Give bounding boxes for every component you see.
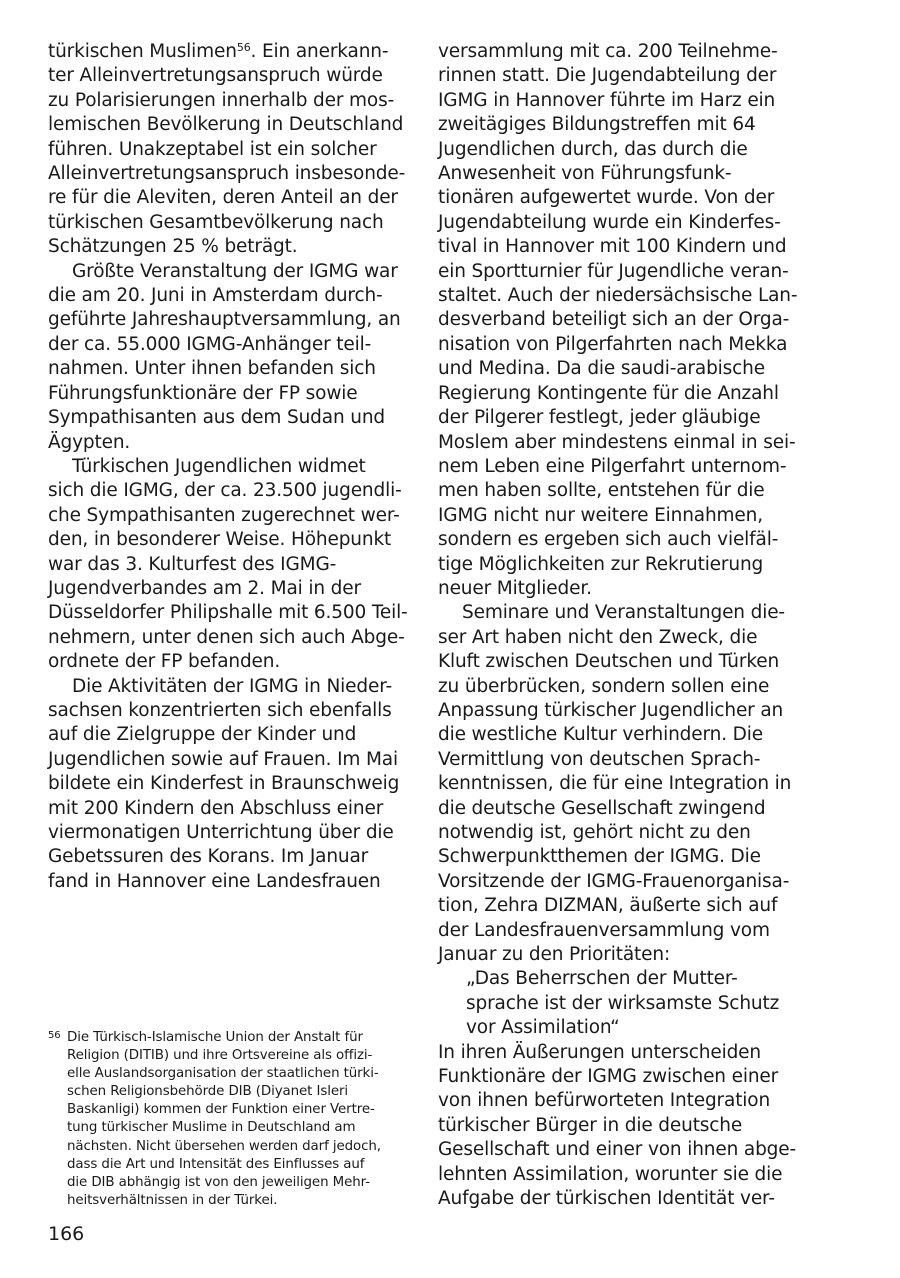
quote-line: vor Assimilation“ <box>466 1017 620 1039</box>
page-number: 166 <box>48 1223 85 1245</box>
text-line: staltet. Auch der niedersächsische Lan- <box>438 285 798 307</box>
text-line: türkischer Bürger in die deutsche <box>438 1114 743 1136</box>
text-line: ter Alleinvertretungsanspruch würde <box>48 65 383 87</box>
text-line: Regierung Kontingente für die Anzahl <box>438 382 779 404</box>
text-line: Jugendabteilung wurde ein Kinderfes- <box>438 211 781 233</box>
text-line: IGMG in Hannover führte im Harz ein <box>438 89 776 111</box>
text-line: desverband beteiligt sich an der Orga- <box>438 309 790 331</box>
text-line: nehmern, unter denen sich auch Abge- <box>48 626 405 648</box>
text-line: Seminare und Veranstaltungen die- <box>462 602 785 624</box>
text-line: führen. Unakzeptabel ist ein solcher <box>48 138 377 160</box>
text-line: Die Aktivitäten der IGMG in Nieder- <box>72 675 392 697</box>
text-line: Sympathisanten aus dem Sudan und <box>48 407 386 429</box>
text-line: geführte Jahreshauptversammlung, an <box>48 309 401 331</box>
text-line: nahmen. Unter ihnen befanden sich <box>48 358 376 380</box>
text-line: re für die Aleviten, deren Anteil an der <box>48 187 398 209</box>
text-line: zweitägiges Bildungstreffen mit 64 <box>438 114 756 136</box>
text-line: tionären aufgewertet wurde. Von der <box>438 187 775 209</box>
text-line: Kluft zwischen Deutschen und Türken <box>438 651 780 673</box>
text-line: die westliche Kultur verhindern. Die <box>438 724 763 746</box>
footnote-line: heitsverhältnissen in der Türkei. <box>67 1192 278 1208</box>
text-line: Aufgabe der türkischen Identität ver- <box>438 1188 775 1210</box>
text-line: Moslem aber mindestens einmal in sei- <box>438 431 796 453</box>
text-line: notwendig ist, gehört nicht zu den <box>438 822 751 843</box>
footnote-line: nächsten. Nicht übersehen werden darf jedoch, <box>67 1138 381 1154</box>
text-line: den, in besonderer Weise. Höhepunkt <box>48 529 392 551</box>
text-line: lehnten Assimilation, worunter sie die <box>438 1163 783 1185</box>
text-line: Türkischen Jugendlichen widmet <box>72 455 366 477</box>
text-line: Gebetssuren des Korans. Im Januar <box>48 846 369 868</box>
footnote-line: die DIB abhängig ist von den jeweiligen Mehr- <box>67 1174 370 1190</box>
text-line: lemischen Bevölkerung in Deutschland <box>48 114 404 136</box>
text-line: rinnen statt. Die Jugendabteilung der <box>438 65 777 87</box>
footnote-line: tung türkischer Muslime in Deutschland am <box>67 1120 356 1136</box>
text-line: men haben sollte, entstehen für die <box>438 480 765 502</box>
quote-line: sprache ist der wirksamste Schutz <box>466 992 780 1014</box>
text-line: und Medina. Da die saudi-arabische <box>438 358 765 380</box>
text-line: versammlung mit ca. 200 Teilnehme- <box>438 41 778 62</box>
footnote-line: 56 Die Türkisch-Islamische Union der Anstalt für <box>48 1027 418 1047</box>
text-line: Funktionäre der IGMG zwischen einer <box>438 1066 779 1088</box>
text-line: auf die Zielgruppe der Kinder und <box>48 724 357 746</box>
footnote-marker: 56 <box>48 1030 61 1041</box>
text-line: Januar zu den Prioritäten: <box>438 944 671 966</box>
text-line: tival in Hannover mit 100 Kindern und <box>438 236 787 258</box>
text-line: zu Polarisierungen innerhalb der mos- <box>48 89 395 111</box>
text-line: Gesellschaft und einer von ihnen abge- <box>438 1139 797 1161</box>
text-line: der Landesfrauenversammlung vom <box>438 919 770 941</box>
text-line: der ca. 55.000 IGMG-Anhänger teil- <box>48 333 372 355</box>
text-line: war das 3. Kulturfest des IGMG- <box>48 553 337 575</box>
text-line: ordnete der FP befanden. <box>48 651 281 673</box>
text-line: Vorsitzende der IGMG-Frauenorganisa- <box>438 870 790 892</box>
left-text-column <box>48 40 408 894</box>
footnote-reference: 56 <box>236 41 251 54</box>
text-line: ser Art haben nicht den Zweck, die <box>438 626 758 648</box>
text-line: kenntnissen, die für eine Integration in <box>438 773 792 795</box>
text-line: bildete ein Kinderfest in Braunschweig <box>48 773 400 795</box>
text-line: nem Leben eine Pilgerfahrt unternom- <box>438 455 787 477</box>
text-line: nisation von Pilgerfahrten nach Mekka <box>438 333 788 355</box>
text-line: IGMG nicht nur weitere Einnahmen, <box>438 504 763 526</box>
text-line: Schätzungen 25 % beträgt. <box>48 236 298 258</box>
text-line: che Sympathisanten zugerechnet wer- <box>48 504 400 526</box>
footnote-line: Baskanligi) kommen der Funktion einer Vertre- <box>67 1102 375 1118</box>
text-line: von ihnen befürworteten Integration <box>438 1090 771 1112</box>
text-line: Jugendverbandes am 2. Mai in der <box>48 577 361 599</box>
text-line: Größte Veranstaltung der IGMG war <box>72 260 398 282</box>
text-line: zu überbrücken, sondern sollen eine <box>438 675 770 697</box>
text-line: ein Sportturnier für Jugendliche veran- <box>438 260 789 282</box>
text-line: Anpassung türkischer Jugendlicher an <box>438 699 784 721</box>
text-line: sich die IGMG, der ca. 23.500 jugendli- <box>48 480 402 502</box>
footnote-line: elle Auslandsorganisation der staatlichen türki- <box>67 1066 379 1082</box>
text-line: Jugendlichen durch, das durch die <box>438 138 748 160</box>
text-line: sondern es ergeben sich auch vielfäl- <box>438 529 779 551</box>
right-text-column <box>438 40 798 1212</box>
footnote-line: schen Religionsbehörde DIB (Diyanet Isleri <box>67 1084 348 1100</box>
text-line: tion, Zehra DIZMAN, äußerte sich auf <box>438 895 778 917</box>
text-line: fand in Hannover eine Landesfrauen <box>48 870 381 892</box>
text-line: Ägypten. <box>48 431 131 453</box>
text-line: Anwesenheit von Führungsfunk- <box>438 163 732 185</box>
text-line: der Pilgerer festlegt, jeder gläubige <box>438 407 761 429</box>
text-line: tige Möglichkeiten zur Rekrutierung <box>438 553 764 575</box>
text-line: mit 200 Kindern den Abschluss einer <box>48 797 384 819</box>
footnote-line: Religion (DITIB) und ihre Ortsvereine als offizi- <box>67 1048 373 1064</box>
text-line: sachsen konzentrierten sich ebenfalls <box>48 699 392 721</box>
footnote-line: dass die Art und Intensität des Einflusses auf <box>67 1156 365 1172</box>
text-line: Führungsfunktionäre der FP sowie <box>48 382 358 404</box>
footnote <box>48 1027 418 1210</box>
text-line: die deutsche Gesellschaft zwingend <box>438 797 766 819</box>
text-line: Schwerpunktthemen der IGMG. Die <box>438 846 761 868</box>
text-line: Alleinvertretungsanspruch insbesonde- <box>48 163 406 185</box>
text-line: In ihren Äußerungen unterscheiden <box>438 1041 761 1063</box>
text-line: Jugendlichen sowie auf Frauen. Im Mai <box>48 748 398 770</box>
text-line: türkischen Gesamtbevölkerung nach <box>48 211 384 233</box>
text-line: türkischen Muslimen$^{56}$. Ein anerkann- <box>48 41 389 62</box>
text-line: Vermittlung von deutschen Sprach- <box>438 748 761 770</box>
text-line: neuer Mitglieder. <box>438 577 592 599</box>
text-line: viermonatigen Unterrichtung über die <box>48 822 394 843</box>
quote-line: „Das Beherrschen der Mutter- <box>466 968 738 990</box>
text-line: Düsseldorfer Philipshalle mit 6.500 Teil- <box>48 602 408 624</box>
text-line: die am 20. Juni in Amsterdam durch- <box>48 285 383 307</box>
